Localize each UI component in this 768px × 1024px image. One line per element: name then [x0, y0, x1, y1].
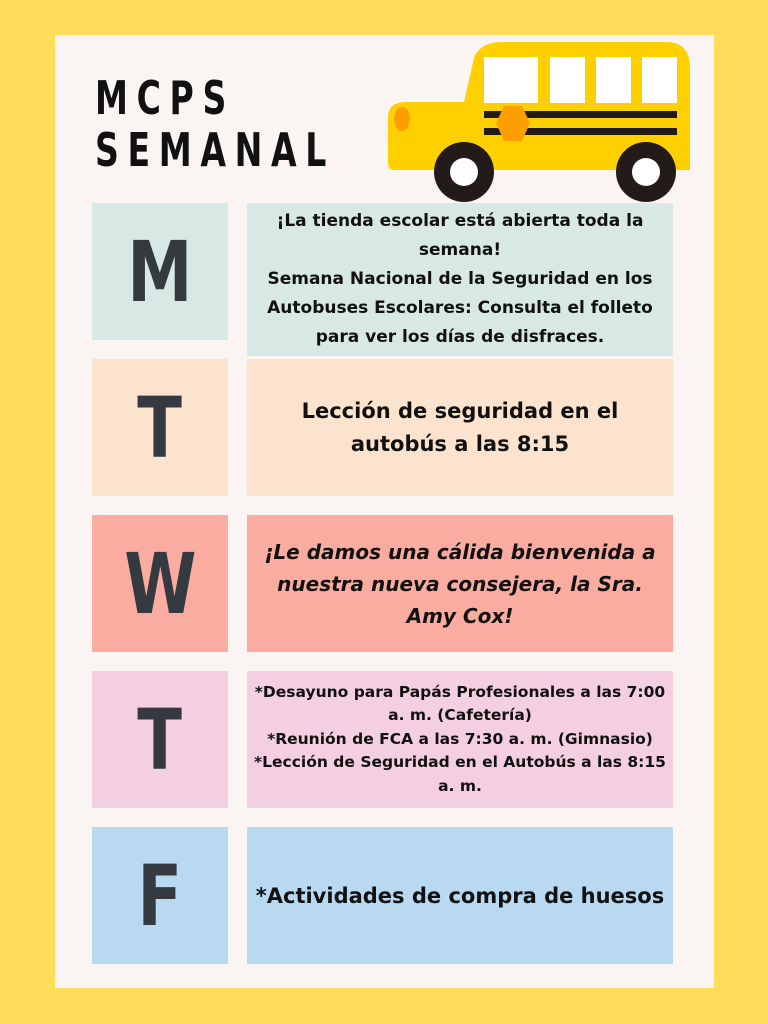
- day-content-wednesday: [247, 515, 673, 652]
- day-letter-wednesday: [92, 515, 228, 652]
- day-letter-text: W: [123, 534, 197, 633]
- day-letter-thursday: [92, 671, 228, 808]
- day-letter-friday: [92, 827, 228, 964]
- announcement-text: Lección de seguridad en el autobús a las 8:15: [301, 398, 619, 456]
- announcement-text: Semana Nacional de la Seguridad en los Autobuses Escolares: Consulta el folleto para ver los días de disfraces.: [267, 269, 653, 347]
- day-content-tuesday: [247, 359, 673, 496]
- day-content-friday: [247, 827, 673, 964]
- day-letter-tuesday: [92, 359, 228, 496]
- day-row-monday: [92, 203, 673, 356]
- day-row-friday: [92, 827, 673, 964]
- announcement-text: *Desayuno para Papás Profesionales a las 7:00 a. m. (Cafetería): [254, 682, 666, 725]
- day-letter-monday: [92, 203, 228, 340]
- day-letter-text: F: [137, 846, 183, 945]
- day-content-thursday: [247, 671, 673, 808]
- announcement-text: ¡La tienda escolar está abierta toda la semana!: [276, 211, 644, 260]
- day-row-wednesday: [92, 515, 673, 652]
- day-content-monday: [247, 203, 673, 356]
- day-letter-text: M: [127, 222, 193, 321]
- announcement-text: *Reunión de FCA a las 7:30 a. m. (Gimnasio): [267, 729, 653, 748]
- title-line-1: MCPS: [95, 71, 235, 125]
- school-bus-icon: [384, 40, 694, 205]
- day-row-tuesday: [92, 359, 673, 496]
- announcement-text: ¡Le damos una cálida bienvenida a nuestra nueva consejera, la Sra. Amy Cox!: [264, 539, 656, 628]
- day-row-thursday: [92, 671, 673, 808]
- announcement-text: *Lección de Seguridad en el Autobús a las 8:15 a. m.: [254, 753, 666, 795]
- announcement-text: *Actividades de compra de huesos: [255, 883, 665, 908]
- day-letter-text: T: [137, 690, 183, 789]
- title-line-2: SEMANAL: [95, 123, 336, 177]
- page-title: [95, 72, 335, 176]
- day-letter-text: T: [137, 378, 183, 477]
